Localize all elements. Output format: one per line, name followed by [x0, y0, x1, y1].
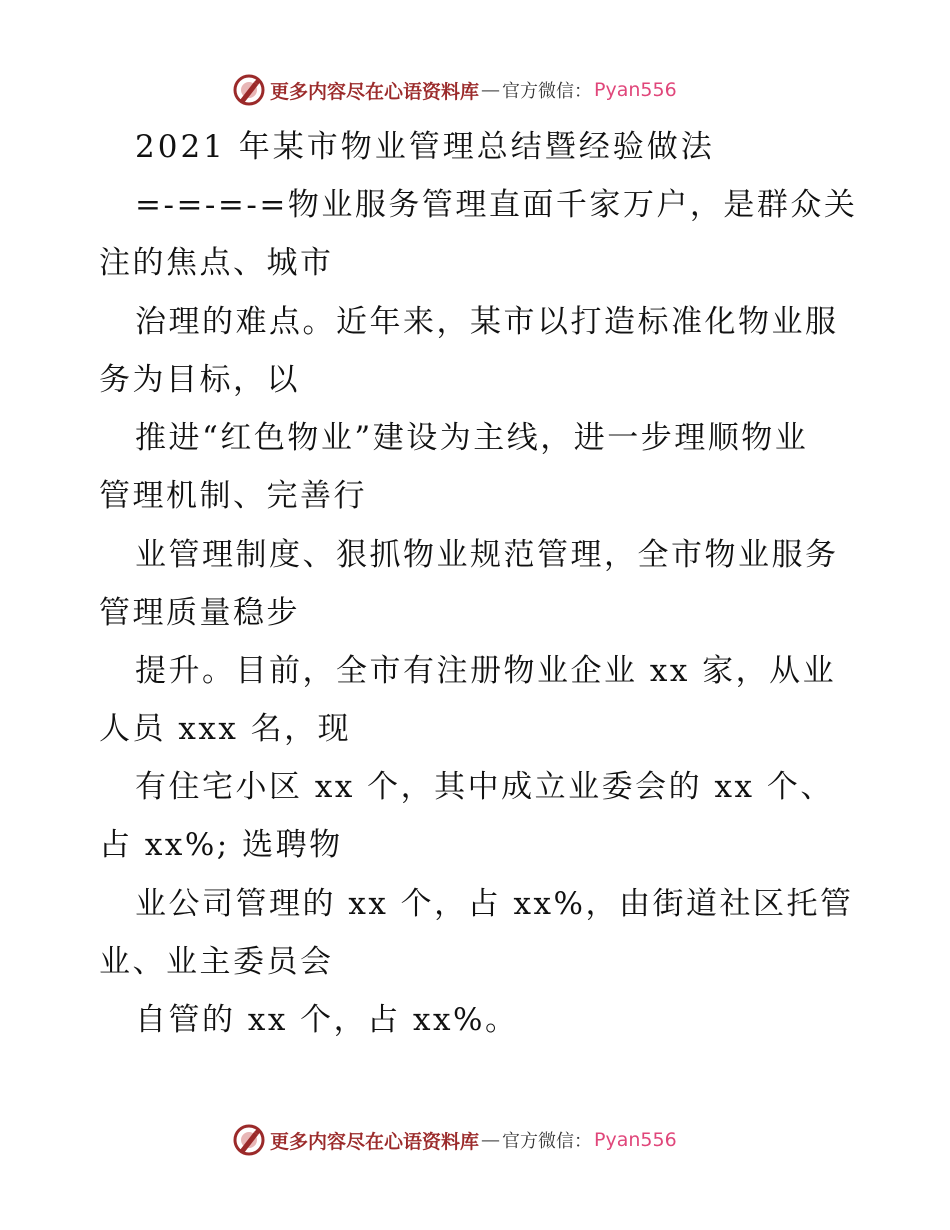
body-line: 业、业主委员会 — [99, 944, 334, 980]
body-line: =-=-=-=物业服务管理直面千家万户，是群众关 — [135, 187, 858, 223]
watermark-dash: — — [481, 1129, 501, 1151]
watermark-dash: — — [481, 79, 501, 101]
pen-logo-icon — [232, 73, 266, 107]
watermark-official-text: 官方微信： — [502, 1131, 593, 1152]
body-line: 业管理制度、狠抓物业规范管理，全市物业服务 — [135, 537, 839, 573]
body-line: 提升。目前，全市有注册物业企业 xx 家，从业 — [135, 653, 837, 689]
watermark-official-text: 官方微信： — [502, 81, 593, 102]
body-line: 注的焦点、城市 — [99, 245, 334, 281]
body-line: 自管的 xx 个，占 xx%。 — [135, 1002, 519, 1038]
body-line: 有住宅小区 xx 个，其中成立业委会的 xx 个、 — [135, 769, 834, 805]
body-line: 治理的难点。近年来，某市以打造标准化物业服 — [135, 304, 839, 340]
watermark-site-text: 更多内容尽在心语资料库 — [270, 1130, 480, 1153]
body-line: 占 xx%; 选聘物 — [99, 827, 343, 863]
pen-logo-icon — [232, 1123, 266, 1157]
body-line: 管理质量稳步 — [99, 595, 300, 631]
watermark-site-text: 更多内容尽在心语资料库 — [270, 80, 480, 103]
body-line: 务为目标，以 — [99, 362, 300, 398]
watermark-account-id: Pyan556 — [594, 1129, 677, 1151]
header-watermark — [232, 72, 677, 108]
document-title: 2021 年某市物业管理总结暨经验做法 — [135, 129, 715, 165]
body-line: 人员 xxx 名，现 — [99, 711, 352, 747]
body-line: 管理机制、完善行 — [99, 478, 367, 514]
watermark-account-id: Pyan556 — [594, 79, 677, 101]
footer-watermark — [232, 1122, 677, 1158]
body-line: 推进“红色物业”建设为主线，进一步理顺物业 — [135, 420, 809, 456]
body-line: 业公司管理的 xx 个，占 xx%，由街道社区托管 — [135, 886, 854, 922]
